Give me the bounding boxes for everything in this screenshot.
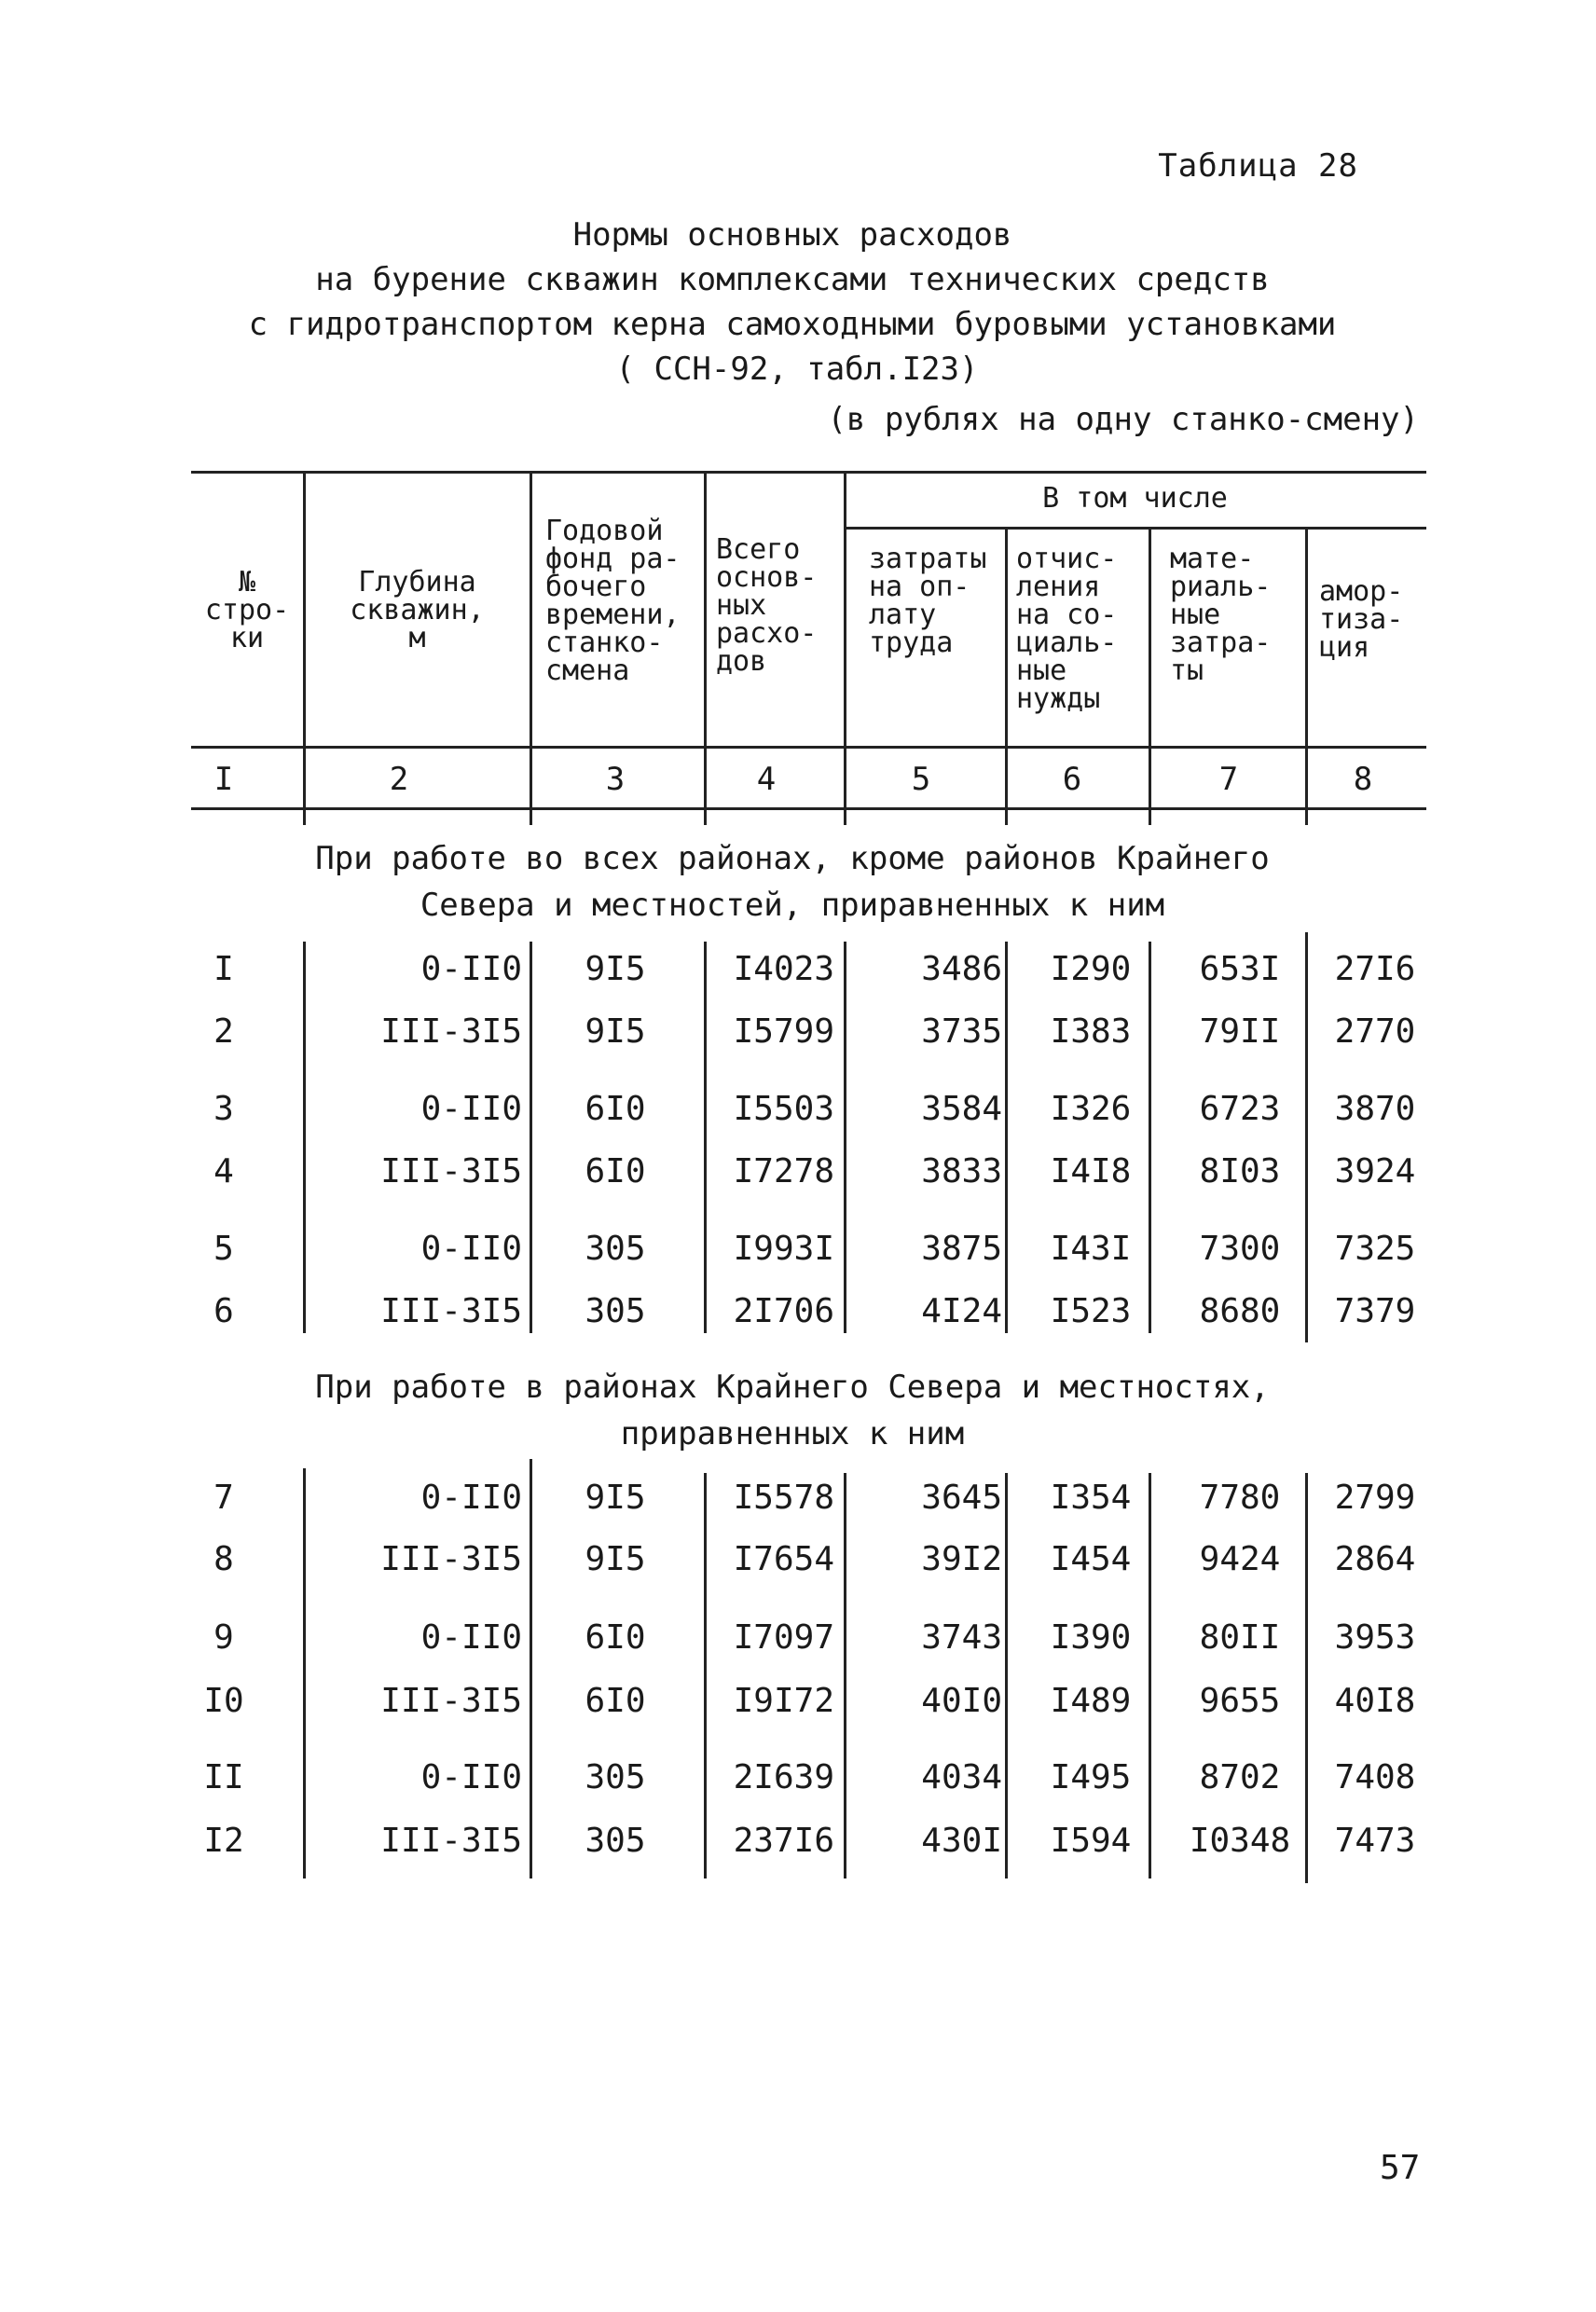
heading-line-2: на бурение скважин комплексами технических средств (315, 261, 1270, 298)
cell-social: I354 (1050, 1479, 1132, 1517)
col-divider-1 (303, 471, 306, 825)
cell-depth: III-3I5 (380, 1012, 522, 1051)
col-divider-6 (1149, 527, 1151, 825)
cell-row-number: 5 (213, 1230, 234, 1268)
page-number: 57 (1380, 2149, 1421, 2187)
cell-annual-fund: 6I0 (585, 1152, 646, 1190)
table-row (0, 1818, 1596, 1865)
cell-materials: I0348 (1189, 1822, 1291, 1860)
table-top-rule (191, 471, 1426, 474)
col-divider-2 (530, 471, 532, 825)
including-rule (844, 527, 1426, 530)
heading-line-4: ( ССН-92, табл.I23) (615, 351, 979, 388)
cell-amortization: 27I6 (1334, 950, 1416, 988)
cell-total: 2I639 (733, 1758, 834, 1796)
cell-social: I43I (1050, 1230, 1132, 1268)
s2-divider-1 (303, 1468, 306, 1878)
cell-annual-fund: 305 (585, 1758, 646, 1796)
header-bottom-rule (191, 746, 1426, 749)
cell-annual-fund: 305 (585, 1230, 646, 1268)
header-labor: затраты на оп- лату труда (869, 543, 987, 659)
table-row (0, 1288, 1596, 1335)
cell-materials: 9655 (1199, 1682, 1281, 1720)
cell-amortization: 2799 (1334, 1479, 1416, 1517)
table-row (0, 1149, 1596, 1195)
cell-depth: III-3I5 (380, 1540, 522, 1578)
cell-depth: III-3I5 (380, 1682, 522, 1720)
header-total: Всего основ- ных расхо- дов (716, 533, 818, 678)
cell-total: 2I706 (733, 1292, 834, 1330)
column-number-5: 5 (911, 761, 931, 798)
header-depth: Глубина скважин, м (350, 566, 485, 654)
cell-materials: 8680 (1199, 1292, 1281, 1330)
cell-total: I7278 (733, 1152, 834, 1190)
cell-annual-fund: 9I5 (585, 950, 646, 988)
s1-divider-4 (844, 942, 846, 1333)
column-number-7: 7 (1218, 761, 1239, 798)
cell-depth: III-3I5 (380, 1822, 522, 1860)
col-divider-5 (1005, 527, 1008, 825)
column-number-1: I (213, 761, 234, 798)
table-row (0, 1678, 1596, 1725)
cell-social: I4I8 (1050, 1152, 1132, 1190)
units-note: (в рублях на одну станко-смену) (827, 401, 1419, 438)
table-row (0, 946, 1596, 993)
cell-annual-fund: 6I0 (585, 1682, 646, 1720)
header-annual-fund: Годовой фонд ра- бочего времени, станко- смена (545, 515, 681, 687)
table-heading (186, 213, 1398, 392)
s2-divider-2 (530, 1459, 532, 1878)
cell-annual-fund: 9I5 (585, 1540, 646, 1578)
section-2-line-2: приравненных к ним (620, 1415, 965, 1452)
section-1-line-1: При работе во всех районах, кроме районов Крайнего (315, 840, 1270, 877)
cell-social: I326 (1050, 1090, 1132, 1128)
heading-line-3: с гидротранспортом керна самоходными буровыми установками (248, 306, 1337, 343)
cell-amortization: 3953 (1334, 1618, 1416, 1657)
cell-amortization: 2770 (1334, 1012, 1416, 1051)
cell-annual-fund: 9I5 (585, 1012, 646, 1051)
cell-depth: 0-II0 (420, 1618, 522, 1657)
cell-labor: 3833 (921, 1152, 1002, 1190)
cell-depth: 0-II0 (420, 1479, 522, 1517)
cell-annual-fund: 305 (585, 1292, 646, 1330)
table-row (0, 1475, 1596, 1521)
header-including: В том числе (1042, 482, 1228, 515)
cell-labor: 3735 (921, 1012, 1002, 1051)
cell-labor: 3584 (921, 1090, 1002, 1128)
cell-total: I7097 (733, 1618, 834, 1657)
cell-social: I454 (1050, 1540, 1132, 1578)
cell-row-number: 3 (213, 1090, 234, 1128)
cell-amortization: 7379 (1334, 1292, 1416, 1330)
table-row (0, 1226, 1596, 1273)
column-number-8: 8 (1353, 761, 1373, 798)
s1-divider-7 (1305, 932, 1308, 1342)
cell-row-number: I0 (203, 1682, 244, 1720)
cell-amortization: 7473 (1334, 1822, 1416, 1860)
cell-materials: 7780 (1199, 1479, 1281, 1517)
cell-total: I5799 (733, 1012, 834, 1051)
cell-row-number: 2 (213, 1012, 234, 1051)
cell-social: I594 (1050, 1822, 1132, 1860)
header-social: отчис- ления на со- циаль- ные нужды (1016, 543, 1118, 715)
cell-materials: 79II (1199, 1012, 1281, 1051)
cell-depth: III-3I5 (380, 1152, 522, 1190)
cell-depth: 0-II0 (420, 1230, 522, 1268)
cell-total: 237I6 (733, 1822, 834, 1860)
cell-depth: 0-II0 (420, 950, 522, 988)
s1-divider-2 (530, 942, 532, 1333)
cell-labor: 4I24 (921, 1292, 1002, 1330)
column-number-4: 4 (756, 761, 777, 798)
table-row (0, 1755, 1596, 1801)
table-row (0, 1086, 1596, 1133)
s1-divider-6 (1149, 942, 1151, 1333)
section-title-1 (186, 835, 1398, 929)
cell-total: I993I (733, 1230, 834, 1268)
cell-annual-fund: 305 (585, 1822, 646, 1860)
cell-row-number: 8 (213, 1540, 234, 1578)
cell-amortization: 7408 (1334, 1758, 1416, 1796)
cell-social: I495 (1050, 1758, 1132, 1796)
heading-line-1: Нормы основных расходов (572, 216, 1012, 254)
cell-row-number: 6 (213, 1292, 234, 1330)
s1-divider-5 (1005, 942, 1008, 1333)
cell-materials: 80II (1199, 1618, 1281, 1657)
cell-social: I523 (1050, 1292, 1132, 1330)
cell-amortization: 3870 (1334, 1090, 1416, 1128)
cell-total: I7654 (733, 1540, 834, 1578)
cell-total: I5578 (733, 1479, 834, 1517)
column-numbers-rule (191, 807, 1426, 810)
cell-row-number: II (203, 1758, 244, 1796)
cell-amortization: 7325 (1334, 1230, 1416, 1268)
section-2-line-1: При работе в районах Крайнего Севера и местностях, (315, 1369, 1270, 1406)
cell-materials: 6723 (1199, 1090, 1281, 1128)
cell-labor: 430I (921, 1822, 1002, 1860)
cell-materials: 8I03 (1199, 1152, 1281, 1190)
col-divider-4 (844, 471, 846, 825)
cell-amortization: 2864 (1334, 1540, 1416, 1578)
cell-depth: III-3I5 (380, 1292, 522, 1330)
cell-annual-fund: 9I5 (585, 1479, 646, 1517)
cell-social: I390 (1050, 1618, 1132, 1657)
table-row (0, 1009, 1596, 1055)
cell-social: I383 (1050, 1012, 1132, 1051)
cell-labor: 3875 (921, 1230, 1002, 1268)
cell-depth: 0-II0 (420, 1090, 522, 1128)
cell-total: I5503 (733, 1090, 834, 1128)
section-title-2 (186, 1364, 1398, 1457)
cell-materials: 8702 (1199, 1758, 1281, 1796)
cell-materials: 9424 (1199, 1540, 1281, 1578)
cell-labor: 3743 (921, 1618, 1002, 1657)
cell-row-number: 7 (213, 1479, 234, 1517)
cell-social: I489 (1050, 1682, 1132, 1720)
column-number-6: 6 (1062, 761, 1082, 798)
cell-labor: 3486 (921, 950, 1002, 988)
cell-materials: 7300 (1199, 1230, 1281, 1268)
cell-annual-fund: 6I0 (585, 1090, 646, 1128)
header-row-number: № стро- ки (204, 566, 290, 654)
cell-row-number: I (213, 950, 234, 988)
section-1-line-2: Севера и местностей, приравненных к ним (420, 887, 1165, 924)
col-divider-7 (1305, 527, 1308, 825)
cell-labor: 39I2 (921, 1540, 1002, 1578)
column-number-3: 3 (605, 761, 626, 798)
cell-labor: 4034 (921, 1758, 1002, 1796)
cell-labor: 40I0 (921, 1682, 1002, 1720)
col-divider-3 (704, 471, 707, 825)
s1-divider-3 (704, 942, 707, 1333)
cell-row-number: 4 (213, 1152, 234, 1190)
table-row (0, 1536, 1596, 1583)
s1-divider-1 (303, 942, 306, 1333)
cell-materials: 653I (1199, 950, 1281, 988)
cell-total: I9I72 (733, 1682, 834, 1720)
cell-total: I4023 (733, 950, 834, 988)
cell-depth: 0-II0 (420, 1758, 522, 1796)
cell-labor: 3645 (921, 1479, 1002, 1517)
header-materials: мате- риаль- ные затра- ты (1170, 543, 1272, 687)
cell-row-number: 9 (213, 1618, 234, 1657)
cell-row-number: I2 (203, 1822, 244, 1860)
cell-social: I290 (1050, 950, 1132, 988)
column-number-2: 2 (389, 761, 409, 798)
table-row (0, 1615, 1596, 1661)
cell-amortization: 3924 (1334, 1152, 1416, 1190)
cell-amortization: 40I8 (1334, 1682, 1416, 1720)
table-number: Таблица 28 (1158, 147, 1358, 185)
cell-annual-fund: 6I0 (585, 1618, 646, 1657)
header-amortization: амор- тиза- ция (1319, 575, 1404, 664)
